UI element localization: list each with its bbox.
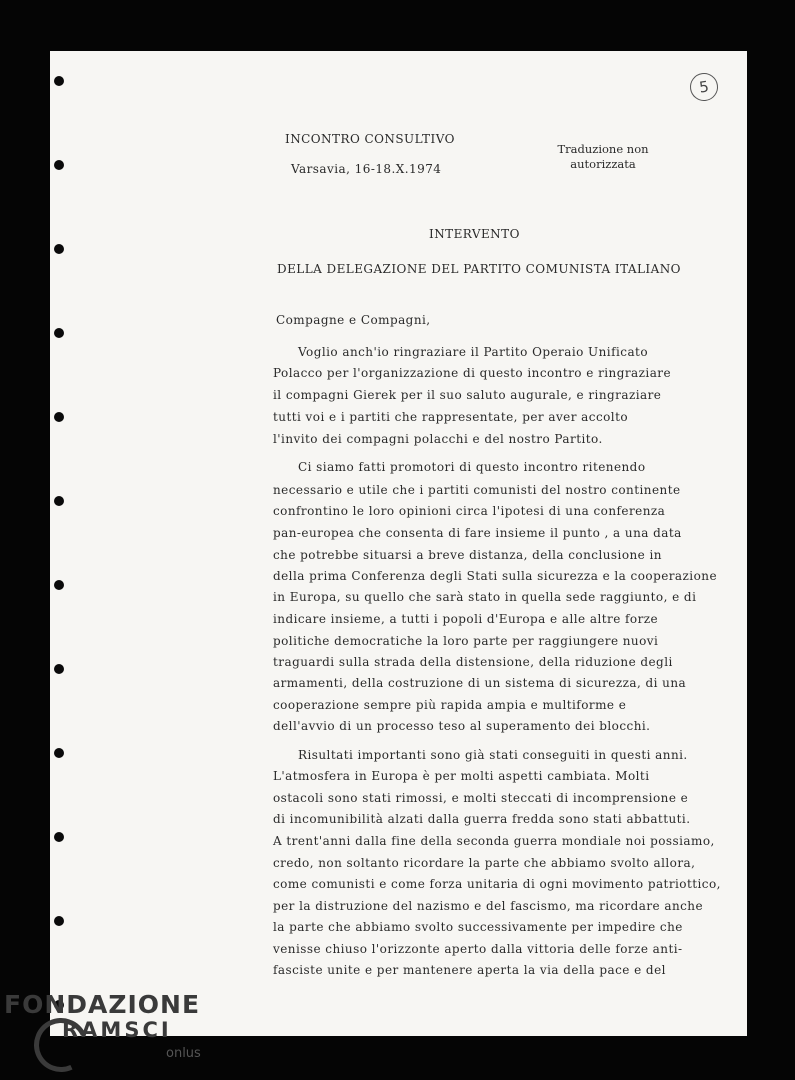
body-line: come comunisti e come forza unitaria di ogni movimento patriottico, [273, 877, 721, 891]
binder-hole [54, 328, 64, 338]
body-line: ostacoli sono stati rimossi, e molti steccati di incomprensione e [273, 791, 689, 805]
translation-note-line2: autorizzata [570, 157, 636, 171]
body-line: necessario e utile che i partiti comunisti del nostro continente [273, 483, 681, 497]
body-line: Risultati importanti sono già stati conseguiti in questi anni. [298, 748, 688, 762]
body-line: armamenti, della costruzione di un sistema di sicurezza, di una [273, 676, 687, 690]
body-line: politiche democratiche la loro parte per raggiungere nuovi [273, 634, 659, 648]
binder-hole [54, 160, 64, 170]
binder-hole [54, 916, 64, 926]
page-number-annotation: 5 [688, 71, 720, 103]
body-line: confrontino le loro opinioni circa l'ipotesi di una conferenza [273, 504, 666, 518]
body-line: Voglio anch'io ringraziare il Partito Operaio Unificato [298, 345, 648, 359]
binder-hole [54, 412, 64, 422]
body-line: Ci siamo fatti promotori di questo incontro ritenendo [298, 460, 646, 474]
body-line: il compagni Gierek per il suo saluto augurale, e ringraziare [273, 388, 662, 402]
watermark-line1: FONDAZIONE [4, 990, 201, 1019]
body-line: pan-europea che consenta di fare insieme il punto , a una data [273, 526, 682, 540]
body-line: L'atmosfera in Europa è per molti aspetti cambiata. Molti [273, 769, 650, 783]
body-line: Polacco per l'organizzazione di questo incontro e ringraziare [273, 366, 672, 380]
binder-hole [54, 244, 64, 254]
body-line: per la distruzione del nazismo e del fascismo, ma ricordare anche [273, 899, 704, 913]
body-line: di incomunibilità alzati dalla guerra fredda sono stati abbattuti. [273, 812, 691, 826]
body-line: credo, non soltanto ricordare la parte che abbiamo svolto allora, [273, 856, 696, 870]
binder-hole [54, 748, 64, 758]
body-line: la parte che abbiamo svolto successivamente per impedire che [273, 920, 683, 934]
place-date: Varsavia, 16-18.X.1974 [291, 162, 442, 176]
heading-delegation: DELLA DELEGAZIONE DEL PARTITO COMUNISTA ITALIANO [277, 262, 681, 276]
body-line: che potrebbe situarsi a breve distanza, della conclusione in [273, 548, 662, 562]
watermark-line3: onlus [166, 1046, 201, 1061]
body-line: A trent'anni dalla fine della seconda guerra mondiale noi possiamo, [273, 834, 715, 848]
binder-hole [54, 76, 64, 86]
body-line: traguardi sulla strada della distensione, della riduzione degli [273, 655, 673, 669]
heading-intervento: INTERVENTO [429, 227, 520, 241]
body-line: l'invito dei compagni polacchi e del nostro Partito. [273, 432, 603, 446]
body-line: indicare insieme, a tutti i popoli d'Europa e alle altre forze [273, 612, 659, 626]
binder-hole [54, 496, 64, 506]
body-line: venisse chiuso l'orizzonte aperto dalla vittoria delle forze anti- [273, 942, 683, 956]
body-line: dell'avvio di un processo teso al superamento dei blocchi. [273, 719, 651, 733]
body-line: della prima Conferenza degli Stati sulla sicurezza e la cooperazione [273, 569, 718, 583]
body-line: tutti voi e i partiti che rappresentate, per aver accolto [273, 410, 629, 424]
binder-hole [54, 832, 64, 842]
watermark-line2: RAMSCI [62, 1018, 172, 1042]
body-line: fasciste unite e per mantenere aperta la via della pace e del [273, 963, 666, 977]
binder-hole [54, 580, 64, 590]
translation-note-line1: Traduzione non [557, 142, 649, 156]
binder-hole [54, 664, 64, 674]
salutation: Compagne e Compagni, [276, 313, 431, 327]
meeting-title: INCONTRO CONSULTIVO [285, 132, 455, 146]
body-line: in Europa, su quello che sarà stato in quella sede raggiunto, e di [273, 590, 697, 604]
translation-note [548, 142, 658, 172]
body-line: cooperazione sempre più rapida ampia e multiforme e [273, 698, 627, 712]
